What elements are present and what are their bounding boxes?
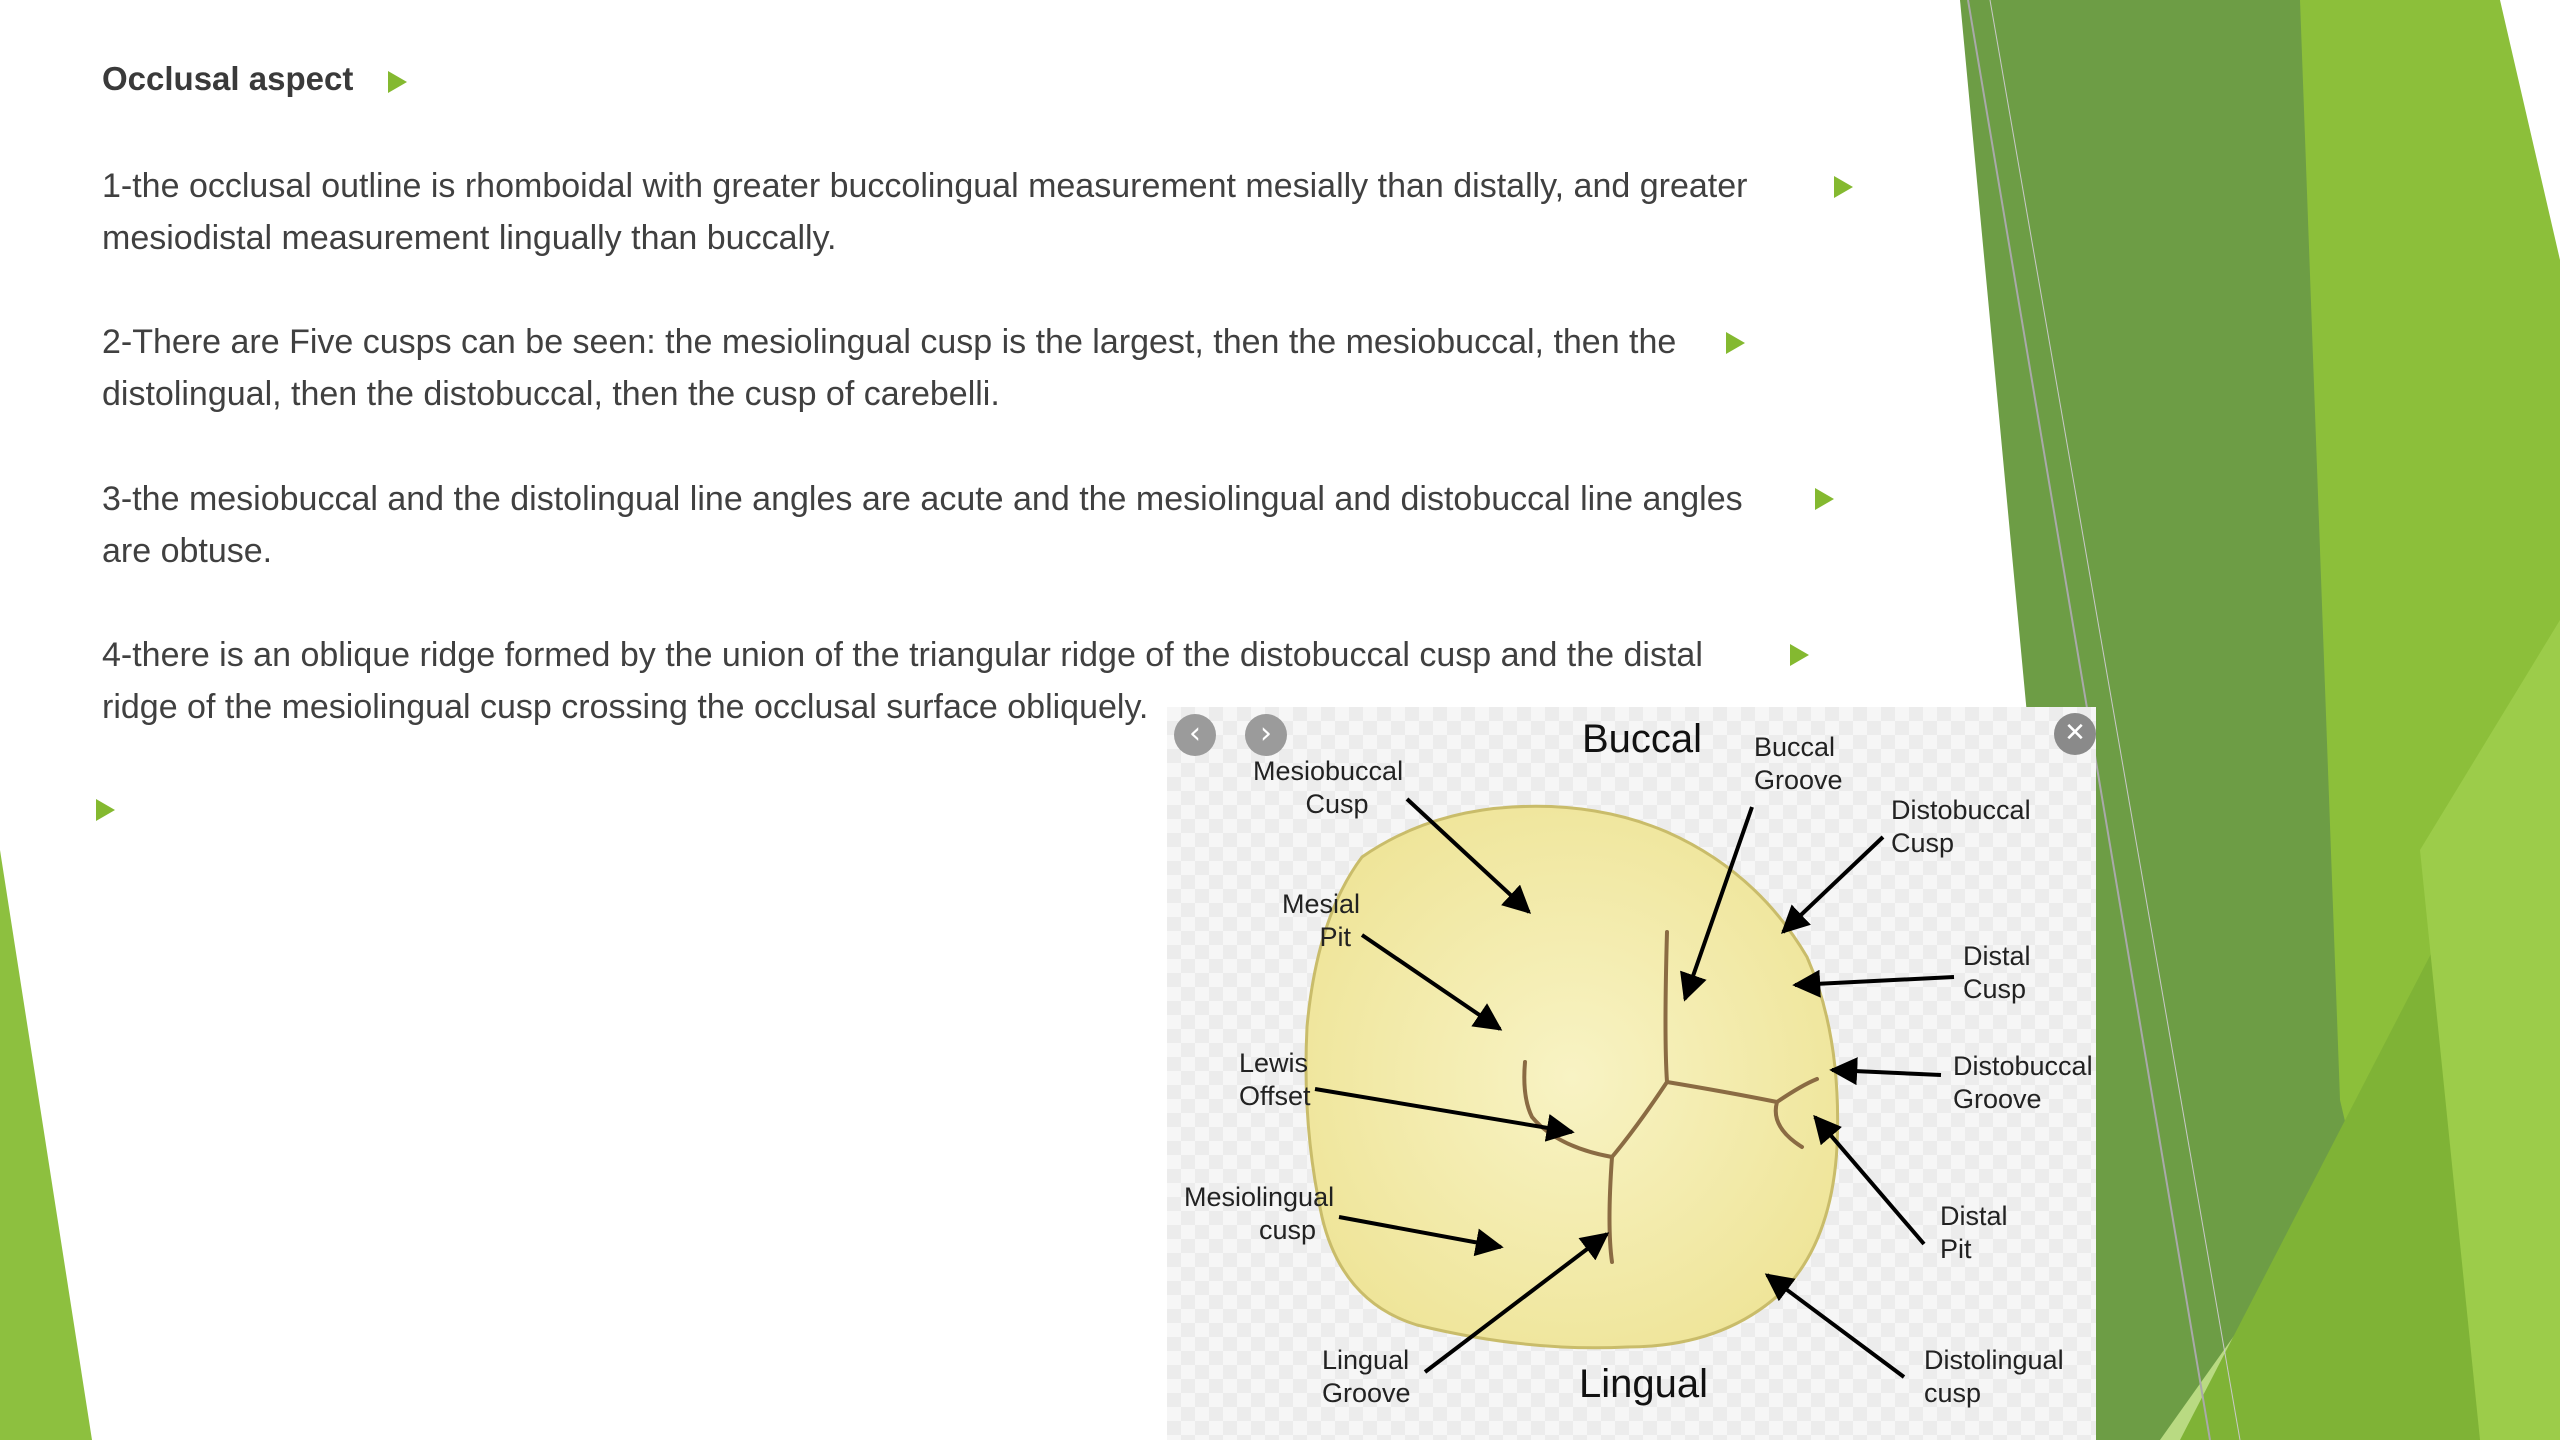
- chevron-right-icon[interactable]: ›: [1245, 714, 1287, 756]
- label-lingual: Lingual: [1579, 1362, 1709, 1406]
- label-mesiolingual-cusp: Mesiolingual cusp: [1184, 1182, 1335, 1245]
- slide-heading: Occlusal aspect: [102, 60, 354, 97]
- paragraph-line: 1-the occlusal outline is rhomboidal with greater buccolingual measurement mesially than distally, and greater: [102, 167, 1748, 205]
- label-distobuccal-groove: Distobuccal Groove: [1953, 1051, 2093, 1114]
- label-distolingual-cusp: Distolingual cusp: [1924, 1345, 2064, 1408]
- tooth-diagram: [1167, 707, 2096, 1440]
- tooth-outline: [1306, 806, 1838, 1347]
- bullet-arrow-icon: [96, 799, 115, 821]
- bullet-arrow-icon: [1790, 644, 1809, 666]
- label-distal-pit: Distal Pit: [1940, 1201, 2008, 1264]
- chevron-left-icon[interactable]: ‹: [1174, 714, 1216, 756]
- paragraph-2: [102, 316, 1676, 420]
- paragraph-3: [102, 473, 1743, 577]
- label-mesial-pit: Mesial Pit: [1282, 889, 1361, 952]
- close-icon[interactable]: ✕: [2054, 713, 2096, 755]
- label-buccal: Buccal: [1582, 717, 1703, 761]
- label-lewis-offset: Lewis Offset: [1239, 1048, 1311, 1111]
- paragraph-1: [102, 160, 1747, 264]
- bullet-arrow-icon: [1726, 332, 1745, 354]
- label-distobuccal-cusp: Distobuccal Cusp: [1891, 795, 2031, 858]
- bullet-arrow-icon: [1815, 488, 1834, 510]
- paragraph-line: distolingual, then the distobuccal, then the cusp of carebelli.: [102, 375, 1000, 413]
- paragraph-line: 3-the mesiobuccal and the distolingual line angles are acute and the mesiolingual and distobuccal line angles: [102, 480, 1743, 518]
- paragraph-line: ridge of the mesiolingual cusp crossing the occlusal surface obliquely.: [102, 688, 1149, 726]
- bullet-arrow-icon: [1834, 176, 1853, 198]
- paragraph-line: 2-There are Five cusps can be seen: the mesiolingual cusp is the largest, then the mesiobuccal, then the: [102, 323, 1677, 361]
- label-lingual-groove: Lingual Groove: [1322, 1345, 1411, 1408]
- paragraph-line: 4-there is an oblique ridge formed by the union of the triangular ridge of the distobuccal cusp and the distal: [102, 636, 1703, 674]
- bullet-arrow-icon: [388, 71, 407, 93]
- paragraph-line: are obtuse.: [102, 532, 273, 570]
- label-distal-cusp: Distal Cusp: [1963, 941, 2031, 1004]
- label-mesiobuccal-cusp: Mesiobuccal Cusp: [1253, 756, 1404, 819]
- paragraph-line: mesiodistal measurement lingually than buccally.: [102, 219, 837, 257]
- label-buccal-groove: Buccal Groove: [1754, 732, 1843, 795]
